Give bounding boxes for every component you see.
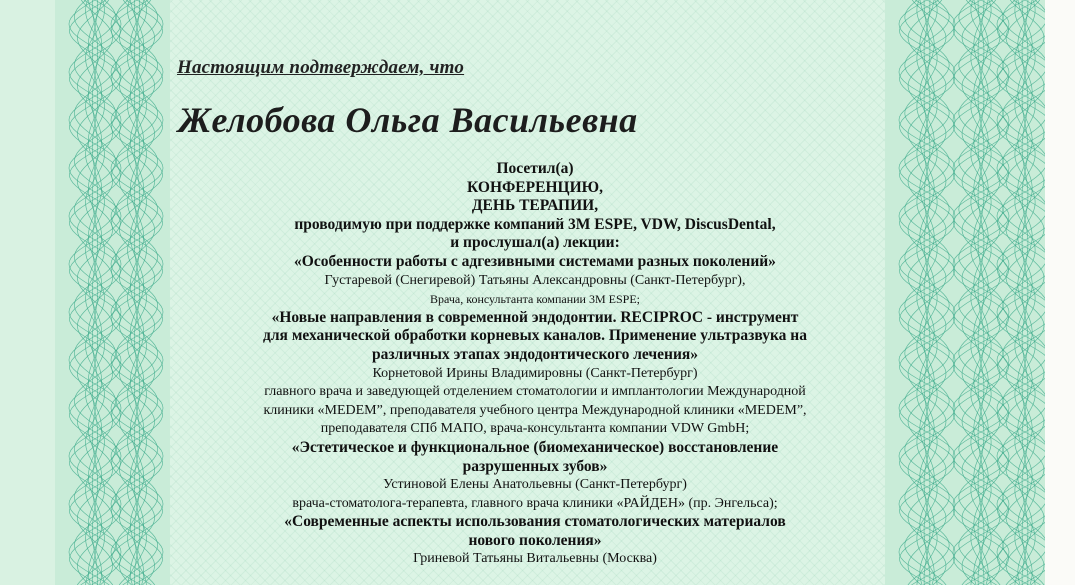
- recipient-name: Желобова Ольга Васильевна: [178, 100, 638, 140]
- certificate-line: Корнетовой Ирины Владимировны (Санкт-Петербург): [372, 365, 698, 381]
- certificate-line: и прослушал(а) лекции:: [450, 234, 620, 252]
- certificate-line: Устиновой Елены Анатольевны (Санкт-Петербург): [383, 477, 687, 493]
- certificate-line: для механической обработки корневых каналов. Применение ультразвука на: [263, 327, 807, 345]
- certificate-line: ДЕНЬ ТЕРАПИИ,: [471, 197, 599, 215]
- guilloche-border-right: [885, 0, 1045, 585]
- guilloche-border-left: [55, 0, 170, 585]
- certificate-line: «Особенности работы с адгезивными системами разных поколений»: [294, 252, 776, 270]
- scan-margin: [1045, 0, 1075, 585]
- certificate-text: [190, 160, 880, 569]
- certificate-line: различных этапах эндодонтического лечения»: [371, 345, 699, 363]
- certificate-line: Посетил(а): [496, 160, 574, 177]
- certificate-line: «Новые направления в современной эндодонтии. RECIPROC - инструмент: [271, 308, 799, 326]
- certificate-line: Гриневой Татьяны Витальевны (Москва): [413, 551, 657, 567]
- certificate-line: «Современные аспекты использования стоматологических материалов: [284, 513, 786, 531]
- certificate-line: главного врача и заведующей отделением стоматологии и имплантологии Международной: [264, 384, 806, 400]
- certificate-line: преподавателя СПб МАПО, врача-консультанта компании VDW GmbH;: [320, 421, 750, 437]
- certificate-lead: Настоящим подтверждаем, что: [177, 57, 465, 78]
- certificate-line: разрушенных зубов»: [462, 457, 608, 475]
- certificate-line: Густаревой (Снегиревой) Татьяны Александровны (Санкт-Петербург),: [324, 272, 746, 288]
- certificate-line: проводимую при поддержке компаний 3М ESPE, VDW, DiscusDental,: [294, 215, 776, 233]
- certificate-line: Врача, консультанта компании 3М ESPE;: [430, 292, 640, 307]
- certificate-line: врача-стоматолога-терапевта, главного врача клиники «РАЙДЕН» (пр. Энгельса);: [292, 495, 778, 511]
- certificate-line: КОНФЕРЕНЦИЮ,: [467, 178, 603, 196]
- certificate-line: нового поколения»: [468, 531, 602, 549]
- certificate-line: «Эстетическое и функциональное (биомеханическое) восстановление: [291, 438, 779, 456]
- certificate-line: клиники «MEDEM”, преподавателя учебного центра Международной клиники «MEDEM”,: [263, 402, 807, 418]
